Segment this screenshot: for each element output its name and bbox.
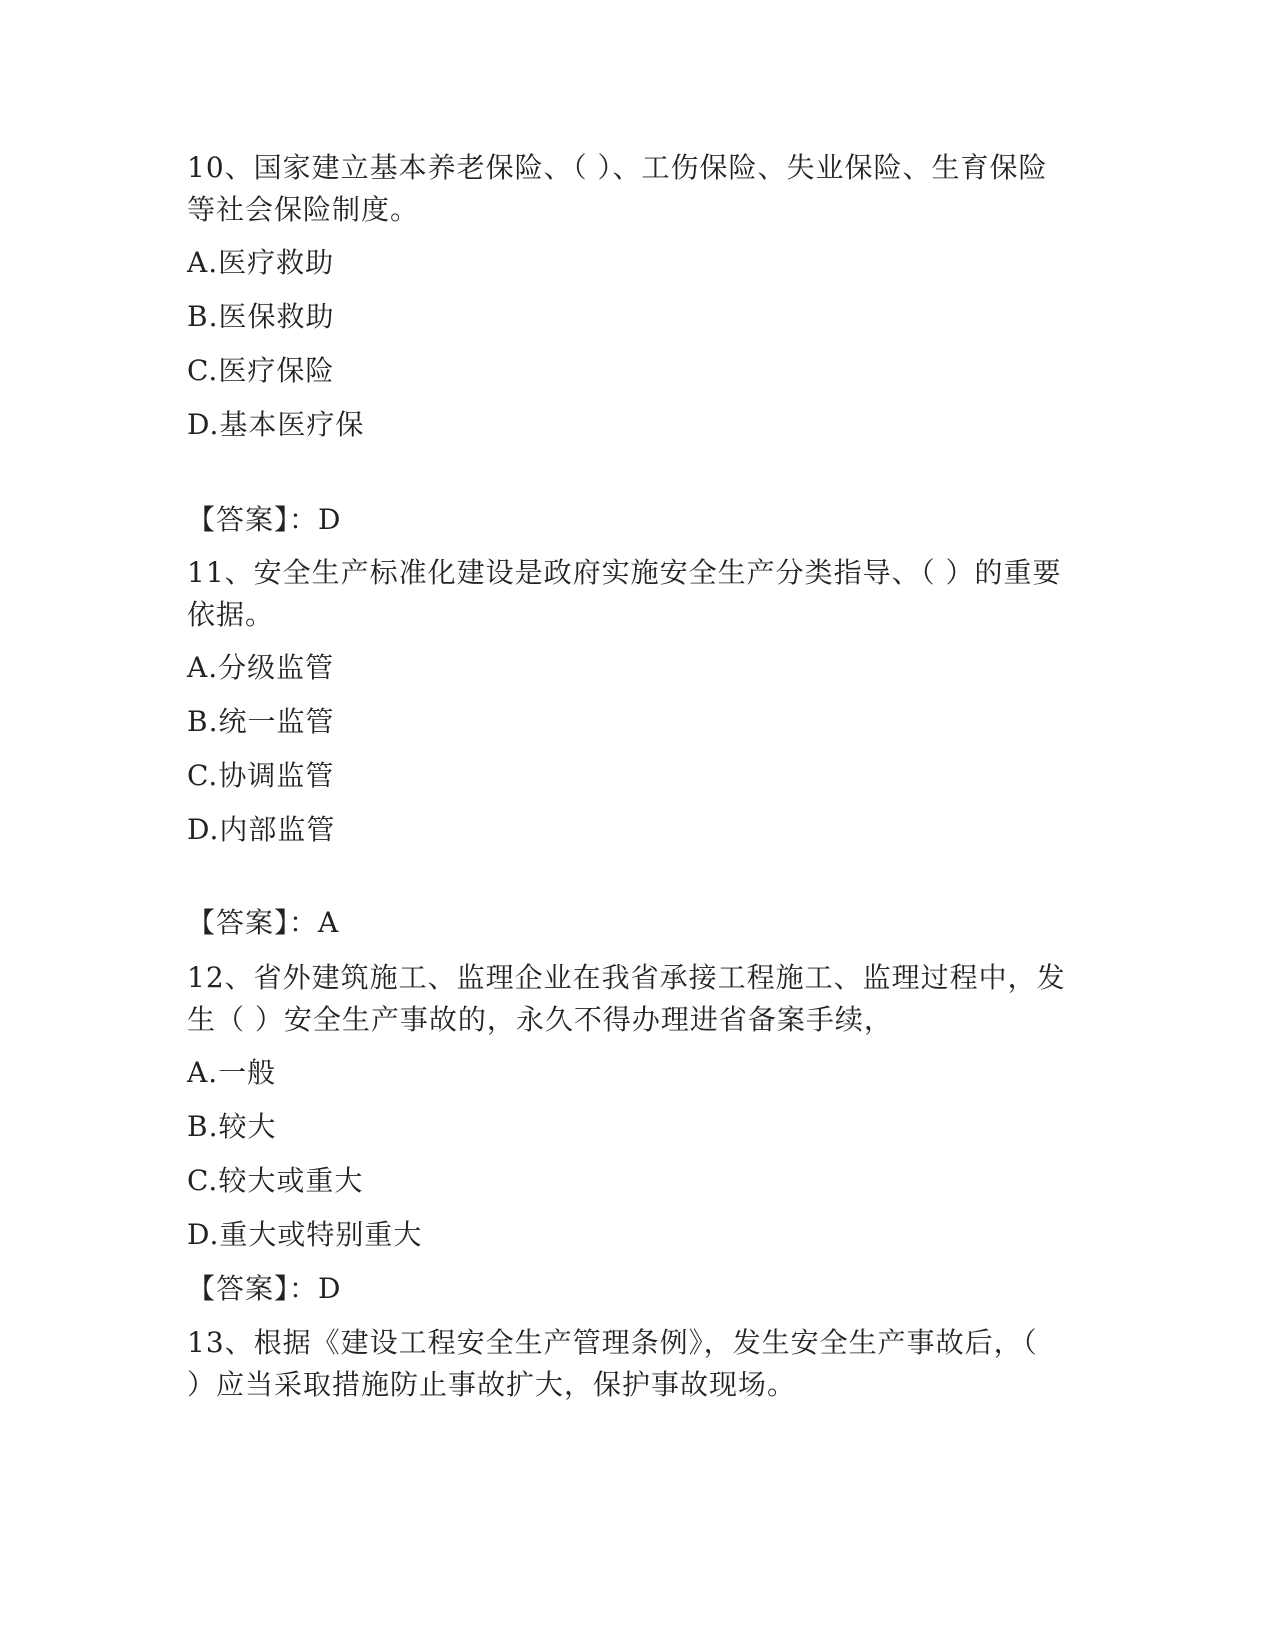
question-10-option-a: A.医疗救助 <box>187 246 335 279</box>
question-12-answer: 【答案】：D <box>187 1272 342 1305</box>
question-12-option-a: A.一般 <box>187 1056 277 1089</box>
question-13-line-2: ）应当采取措施防止事故扩大，保护事故现场。 <box>187 1368 797 1401</box>
question-12-line-1: 12、省外建筑施工、监理企业在我省承接工程施工、监理过程中，发 <box>187 961 1066 994</box>
question-11-line-2: 依据。 <box>187 598 275 631</box>
question-10-line-2: 等社会保险制度。 <box>187 193 420 226</box>
question-12-line-2: 生（ ）安全生产事故的，永久不得办理进省备案手续， <box>187 1003 893 1036</box>
question-10-line-1: 10、国家建立基本养老保险、（ ）、工伤保险、失业保险、生育保险 <box>187 151 1048 184</box>
question-10-option-b: B.医保救助 <box>187 300 335 333</box>
question-10-option-c: C.医疗保险 <box>187 354 335 387</box>
question-11-line-1: 11、安全生产标准化建设是政府实施安全生产分类指导、（ ）的重要 <box>187 556 1062 589</box>
question-11-option-c: C.协调监管 <box>187 759 335 792</box>
question-12-option-b: B.较大 <box>187 1110 277 1143</box>
question-10-option-d: D.基本医疗保 <box>187 408 365 441</box>
question-11-answer: 【答案】：A <box>187 906 340 939</box>
question-11-option-a: A.分级监管 <box>187 651 335 684</box>
question-10-answer: 【答案】：D <box>187 503 342 536</box>
question-11-option-d: D.内部监管 <box>187 813 336 846</box>
question-12-option-c: C.较大或重大 <box>187 1164 364 1197</box>
question-13-line-1: 13、根据《建设工程安全生产管理条例》，发生安全生产事故后，（ <box>187 1326 1038 1359</box>
question-12-option-d: D.重大或特别重大 <box>187 1218 423 1251</box>
question-11-option-b: B.统一监管 <box>187 705 335 738</box>
